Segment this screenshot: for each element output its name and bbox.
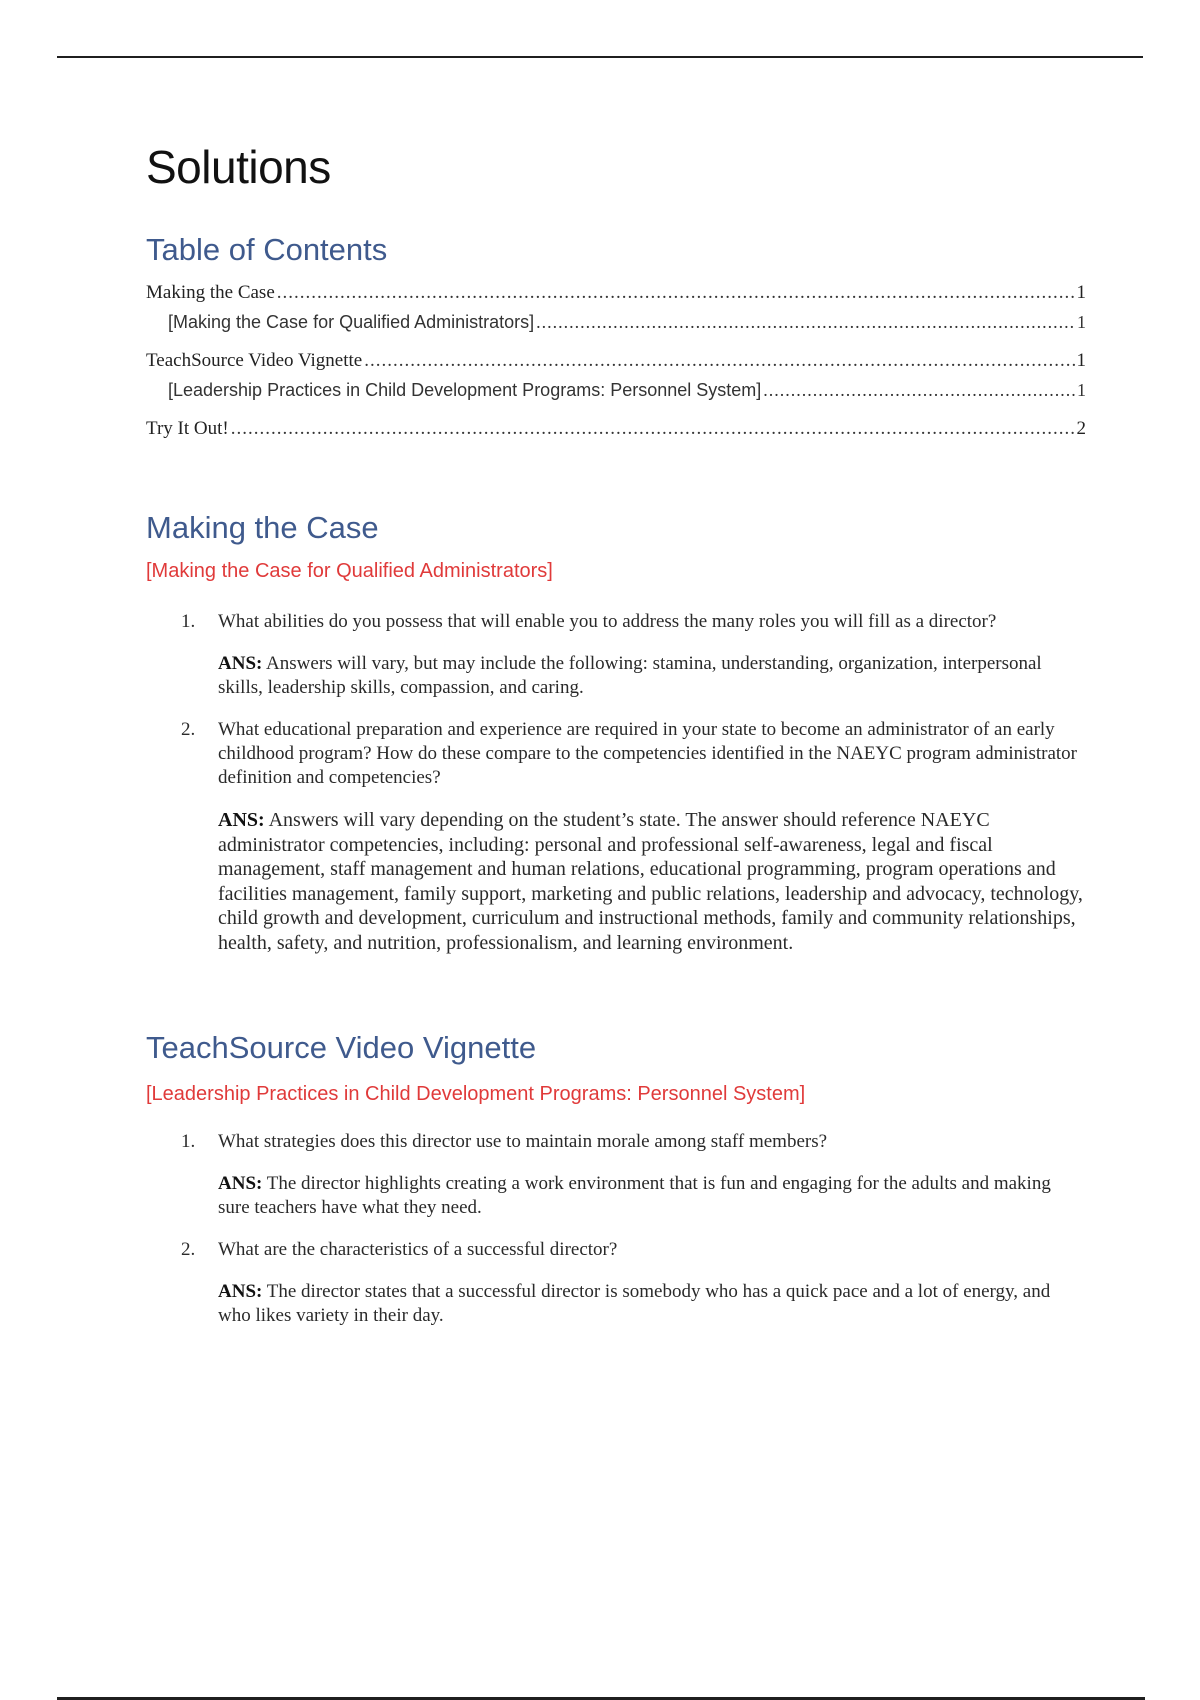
answer-label: ANS: xyxy=(218,1173,263,1194)
toc-page-number: 1 xyxy=(1076,282,1086,303)
question-text: What strategies does this director use to maintain morale among staff members? xyxy=(218,1131,828,1152)
toc-entry-label: [Making the Case for Qualified Administrators] xyxy=(168,312,535,332)
toc-page-number: 1 xyxy=(1077,380,1086,400)
answer-block xyxy=(146,652,1086,700)
section-heading-teachsource-video-vignette: TeachSource Video Vignette xyxy=(146,1030,537,1065)
toc-page-number: 2 xyxy=(1076,418,1086,439)
toc-entry-leadership-practices[interactable] xyxy=(146,380,1086,418)
toc-entry-teachsource-video-vignette[interactable] xyxy=(146,350,1086,380)
question-number: 1. xyxy=(181,611,196,632)
question-number: 2. xyxy=(181,1239,196,1260)
toc-entry-making-the-case[interactable] xyxy=(146,282,1086,312)
question-number: 2. xyxy=(181,719,196,740)
answer-block xyxy=(146,1172,1086,1220)
question-item xyxy=(146,718,1086,790)
question-item xyxy=(146,1238,1086,1262)
toc-entry-qualified-administrators[interactable] xyxy=(146,312,1086,350)
document-title: Solutions xyxy=(146,141,331,193)
answer-text: The director states that a successful director is somebody who has a quick pace and a lot of energy, and who likes variety in their day. xyxy=(218,1281,1051,1326)
answer-block xyxy=(146,1280,1086,1328)
answer-text: The director highlights creating a work environment that is fun and engaging for the adults and making sure teachers have what they need. xyxy=(218,1173,1051,1218)
question-item xyxy=(146,1130,1086,1154)
answer-text: Answers will vary, but may include the following: stamina, understanding, organization, interpersonal skills, leadership skills, compassion, and caring. xyxy=(218,653,1042,698)
toc-page-number: 1 xyxy=(1077,312,1086,332)
toc-leader-dots xyxy=(536,312,1075,333)
answer-label: ANS: xyxy=(218,653,263,674)
section-heading-making-the-case: Making the Case xyxy=(146,510,379,545)
toc-page-number: 1 xyxy=(1076,350,1086,371)
toc-leader-dots xyxy=(364,350,1074,372)
table-of-contents xyxy=(146,282,1086,448)
toc-entry-label: Try It Out! xyxy=(146,418,229,439)
toc-leader-dots xyxy=(763,380,1075,401)
header-rule xyxy=(57,56,1143,58)
toc-leader-dots xyxy=(231,418,1075,440)
toc-entry-label: Making the Case xyxy=(146,282,275,303)
question-list-teachsource xyxy=(146,1130,1086,1328)
answer-label: ANS: xyxy=(218,809,265,831)
section-subheading-qualified-administrators: [Making the Case for Qualified Administrators] xyxy=(146,560,553,582)
question-list-making-the-case xyxy=(146,610,1086,955)
question-text: What abilities do you possess that will enable you to address the many roles you will fill as a director? xyxy=(218,611,997,632)
answer-text: Answers will vary depending on the student’s state. The answer should reference NAEYC administrator competencies, including: personal and professional self-awareness, legal and fiscal management, staff management and human relations, educational programming, program operations and facilities management, family support, marketing and public relations, leadership and advocacy, technology, child growth and development, curriculum and instructional methods, family and community relationships, health, safety, and nutrition, professionalism, and learning environment. xyxy=(218,809,1083,954)
toc-entry-label: TeachSource Video Vignette xyxy=(146,350,363,371)
question-text: What educational preparation and experience are required in your state to become an administrator of an early childhood program? How do these compare to the competencies identified in the NAEYC program administrator definition and competencies? xyxy=(218,719,1077,788)
toc-entry-label: [Leadership Practices in Child Development Programs: Personnel System] xyxy=(168,380,762,400)
question-text: What are the characteristics of a successful director? xyxy=(218,1239,618,1260)
toc-leader-dots xyxy=(277,282,1075,304)
section-subheading-leadership-practices: [Leadership Practices in Child Development Programs: Personnel System] xyxy=(146,1083,806,1105)
answer-label: ANS: xyxy=(218,1281,263,1302)
question-number: 1. xyxy=(181,1131,196,1152)
toc-entry-try-it-out[interactable] xyxy=(146,418,1086,448)
toc-heading: Table of Contents xyxy=(146,232,388,267)
question-item xyxy=(146,610,1086,634)
answer-block xyxy=(146,808,1086,955)
